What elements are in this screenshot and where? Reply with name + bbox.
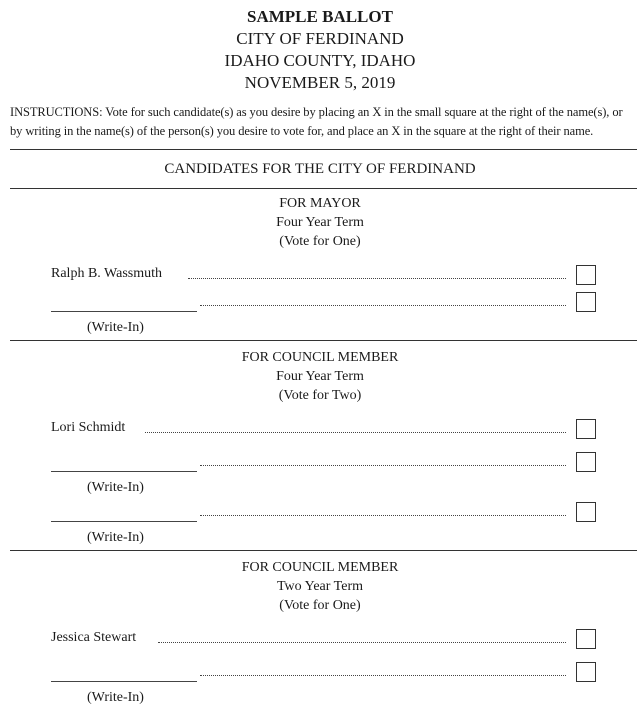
- leader-dots: [200, 515, 566, 516]
- race-council-two-year: [0, 551, 640, 710]
- leader-dots: [200, 675, 566, 676]
- leader-dots: [188, 278, 566, 279]
- candidate-row: [10, 261, 640, 288]
- candidate-row: [10, 415, 640, 442]
- race-term: Two Year Term: [276, 579, 364, 594]
- race-vote-for: (Vote for One): [279, 234, 361, 249]
- ballot-instructions: INSTRUCTIONS: Vote for such candidate(s) as you desire by placing an X in the small square at the right of the name(s), or by writing in the name(s) of the person(s) you desire to vote for, and place an X in the square at the right of their name.: [10, 105, 623, 138]
- vote-checkbox[interactable]: [576, 265, 596, 285]
- write-in-line[interactable]: [51, 311, 197, 312]
- ballot-county: IDAHO COUNTY, IDAHO: [224, 51, 416, 70]
- write-in-line[interactable]: [51, 471, 197, 472]
- write-in-line[interactable]: [51, 681, 197, 682]
- vote-checkbox[interactable]: [576, 419, 596, 439]
- vote-checkbox[interactable]: [576, 662, 596, 682]
- write-in-row: [10, 288, 640, 315]
- ballot-city: CITY OF FERDINAND: [236, 29, 404, 48]
- candidate-name: Ralph B. Wassmuth: [51, 266, 163, 281]
- vote-checkbox[interactable]: [576, 629, 596, 649]
- write-in-row: [10, 658, 640, 685]
- race-office: FOR COUNCIL MEMBER: [241, 350, 399, 365]
- ballot-title: SAMPLE BALLOT: [247, 7, 393, 26]
- section-title: CANDIDATES FOR THE CITY OF FERDINAND: [164, 161, 476, 177]
- race-mayor: [0, 189, 640, 340]
- race-office: FOR MAYOR: [279, 196, 361, 211]
- write-in-label: (Write-In): [87, 320, 144, 335]
- race-council-four-year: [0, 341, 640, 550]
- race-term: Four Year Term: [276, 369, 364, 384]
- candidate-row: [10, 625, 640, 652]
- race-vote-for: (Vote for Two): [278, 388, 362, 403]
- leader-dots: [200, 305, 566, 306]
- write-in-row: [10, 448, 640, 475]
- write-in-label: (Write-In): [87, 530, 144, 545]
- vote-checkbox[interactable]: [576, 452, 596, 472]
- write-in-label: (Write-In): [87, 480, 144, 495]
- write-in-line[interactable]: [51, 521, 197, 522]
- write-in-label: (Write-In): [87, 690, 144, 705]
- candidate-name: Jessica Stewart: [51, 630, 137, 645]
- race-term: Four Year Term: [276, 215, 364, 230]
- ballot-header: [0, 0, 640, 94]
- race-office: FOR COUNCIL MEMBER: [241, 560, 399, 575]
- candidate-name: Lori Schmidt: [51, 420, 126, 435]
- vote-checkbox[interactable]: [576, 502, 596, 522]
- write-in-row: [10, 498, 640, 525]
- leader-dots: [145, 432, 566, 433]
- ballot-date: NOVEMBER 5, 2019: [244, 73, 396, 92]
- race-vote-for: (Vote for One): [279, 598, 361, 613]
- vote-checkbox[interactable]: [576, 292, 596, 312]
- leader-dots: [200, 465, 566, 466]
- leader-dots: [158, 642, 566, 643]
